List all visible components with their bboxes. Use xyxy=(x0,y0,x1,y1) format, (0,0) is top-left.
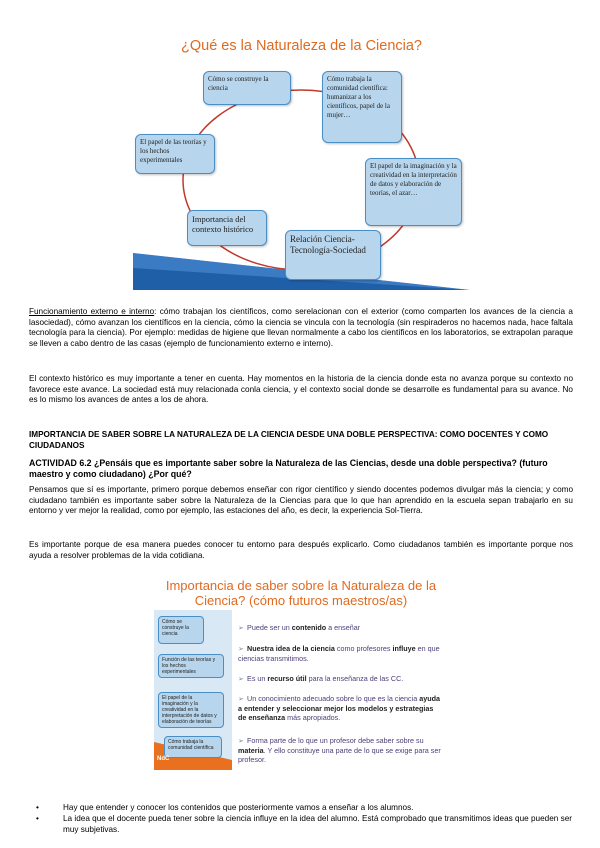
bullet-icon: • xyxy=(36,803,39,812)
slide2-bullet-4: ➢ Un conocimiento adecuado sobre lo que es la ciencia ayuda a entender y seleccionar mejor los modelos y estrategias de enseñanza más apropiados. xyxy=(238,694,441,723)
bubble-scientific-community: Cómo trabaja la comunidad científica: humanizar a los científicos, papel de la mujer… xyxy=(322,71,402,143)
slide-nature-of-science-diagram xyxy=(133,28,470,290)
paragraph-answer: Pensamos que sí es importante, primero porque debemos enseñar con rigor científico y siendo docentes podemos divulgar más la ciencia; y como ciudadano también es importante saber sobre la Naturaleza de la Ciencias para que lo que han aprendido en la escuela sepan trabajarlo en su entorno y ver mejor la realidad, como por ejemplo, las estaciones del año, es decir, la experiencia Sol-Tierra. xyxy=(29,485,573,516)
arrow-icon: ➢ xyxy=(238,644,245,653)
bubble-historical-context: Importancia del contexto histórico xyxy=(187,210,267,246)
paragraph-environment: Es importante porque de esa manera puedes conocer tu entorno para después explicarlo. Como ciudadanos también es importante porque nos ayuda a resolver problemas de la vida cotidiana. xyxy=(29,540,573,560)
bubble-theories-and-facts: El papel de las teorías y los hechos experimentales xyxy=(135,134,215,174)
paragraph-external-internal xyxy=(29,307,573,349)
slide2-bullet-3: ➢ Es un recurso útil para la enseñanza de las CC. xyxy=(238,674,404,683)
paragraph-historical-context: El contexto histórico es muy importante a tener en cuenta. Hay momentos en la historia de la ciencia donde esta no avanza porque su contexto no favorece este avance. La sociedad está muy relacionada conla ciencia, y el contexto social donde se desarrolle es fundamental para su avance. No es lo mismo los avances de antes a los de ahora. xyxy=(29,374,573,405)
slide2-bullet-5: ➢ Forma parte de lo que un profesor debe saber sobre su materia. Y ello constituye una parte de lo que se exige para ser profesor. xyxy=(238,736,441,765)
paragraph-external-internal-text: : cómo trabajan los científicos, como serelacionan con el exterior (como comparten los avances de la ciencia a lasociedad), cómo avanzan los científicos en la ciencia, cómo la ciencia se vincula con la tecnología (sin respiraderos no hacemos nada, hace faltala tecnología para la ciencia). Por ejemplo: medidas de higiene que llevan normalmente a cabo los científicos en los laboratorios, se extrapolan paraque se lleven a cabo dentro de las casas (ejemplo de funcionamiento externo e interno). xyxy=(29,307,573,348)
slide2-title xyxy=(154,578,448,608)
slide2-title-line1: Importancia de saber sobre la Naturaleza de la xyxy=(165,578,437,593)
slide-importance-teachers xyxy=(154,576,448,770)
term-external-internal: Funcionamiento externo e interno xyxy=(29,307,155,316)
bubble-imagination-creativity: El papel de la imaginación y la creatividad en la interpretación de datos y elaboración de teorías, el azar… xyxy=(365,158,462,226)
slide2-bubble-how-science-built: Cómo se construye la ciencia xyxy=(158,616,204,644)
bullet-item-2: • La idea que el docente pueda tener sobre la ciencia influye en la idea del alumno. Está comprobado que transmitimos ideas que pueden ser muy subjetivas. xyxy=(36,814,572,834)
arrow-icon: ➢ xyxy=(238,674,245,683)
arrow-icon: ➢ xyxy=(238,694,245,703)
arrow-icon: ➢ xyxy=(238,736,245,745)
arrow-icon: ➢ xyxy=(238,623,245,632)
slide2-bubble-imagination: El papel de la imaginación y la creatividad en la interpretación de datos y elaboración de teorías xyxy=(158,692,224,728)
slide1-title: ¿Qué es la Naturaleza de la Ciencia? xyxy=(181,38,422,54)
activity-question: ACTIVIDAD 6.2 ¿Pensáis que es importante saber sobre la Naturaleza de las Ciencias, desde una doble perspectiva? (futuro maestro y como ciudadano) ¿Por qué? xyxy=(29,458,548,479)
bullet-item-1: • Hay que entender y conocer los contenidos que posteriormente vamos a enseñar a los alumnos. xyxy=(36,803,414,812)
slide2-bullet-1: ➢ Puede ser un contenido a enseñar xyxy=(238,623,361,632)
slide2-bubble-theories-facts: Función de las teorías y los hechos experimentales xyxy=(158,654,224,678)
bullet-icon: • xyxy=(36,814,39,823)
bubble-science-technology-society: Relación Ciencia-Tecnología-Sociedad xyxy=(285,230,381,280)
slide2-title-line2: Ciencia? (cómo futuros maestros/as) xyxy=(194,593,408,608)
ndc-label: NdC xyxy=(157,756,170,762)
bubble-how-science-is-built: Cómo se construye la ciencia xyxy=(203,71,291,105)
slide2-bullet-2: ➢ Nuestra idea de la ciencia como profesores influye en que ciencias transmitimos. xyxy=(238,644,440,663)
slide2-bubble-community: Cómo trabaja la comunidad científica xyxy=(164,736,222,758)
section-heading: IMPORTANCIA DE SABER SOBRE LA NATURALEZA DE LA CIENCIA DESDE UNA DOBLE PERSPECTIVA: COMO DOCENTES Y COMO CIUDADANOS xyxy=(29,430,549,450)
